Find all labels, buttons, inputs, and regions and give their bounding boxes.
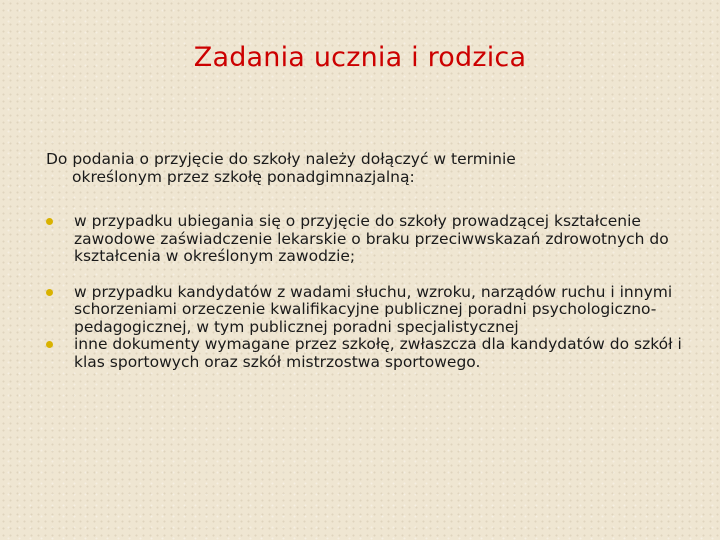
bullet-text: w przypadku ubiegania się o przyjęcie do szkoły prowadzącej kształcenie zawodowe zaświadczenie lekarskie o braku przeciwwskazań zdrowotnych do kształcenia w określonym zawodzie; [74,212,669,265]
bullet-item [44,213,694,266]
bullet-item [44,284,694,337]
bullet-text: inne dokumenty wymagane przez szkołę, zwłaszcza dla kandydatów do szkół i klas sportowych oraz szkół mistrzostwa sportowego. [74,335,682,371]
bullet-dot-icon [46,218,53,225]
intro-paragraph [46,150,686,186]
bullet-item [44,336,694,371]
intro-line-1: Do podania o przyjęcie do szkoły należy dołączyć w terminie [46,150,516,168]
bullet-list [44,213,694,371]
intro-line-2: określonym przez szkołę ponadgimnazjalną: [72,168,415,186]
bullet-dot-icon [46,341,53,348]
bullet-text: w przypadku kandydatów z wadami słuchu, wzroku, narządów ruchu i innymi schorzeniami orzeczenie kwalifikacyjne publicznej poradni psychologiczno-pedagogicznej, w tym publicznej poradni specjalistycznej [74,282,673,336]
bullet-dot-icon [46,289,53,296]
slide-title: Zadania ucznia i rodzica [193,42,527,73]
